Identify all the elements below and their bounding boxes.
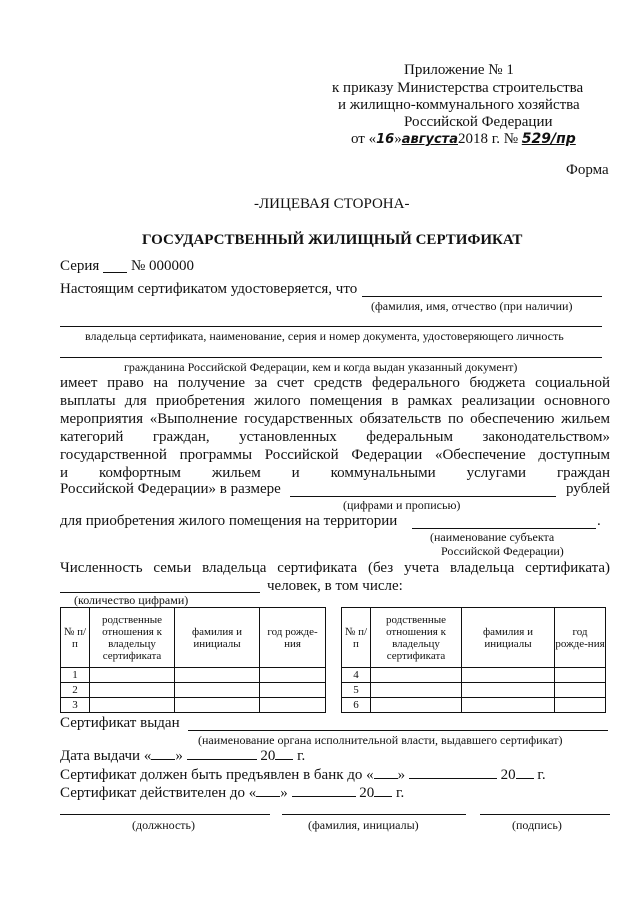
date-prefix: от « xyxy=(351,131,377,147)
certificate-title: ГОСУДАРСТВЕННЫЙ ЖИЛИЩНЫЙ СЕРТИФИКАТ xyxy=(142,232,523,248)
caption-fio: (фамилия, имя, отчество (при наличии) xyxy=(371,299,573,313)
family-line-1: Численность семьи владельца сертификата (без учета владельца сертификата) xyxy=(60,560,610,576)
name-cell[interactable] xyxy=(462,668,555,683)
signer-name-field[interactable] xyxy=(282,814,466,815)
year-cell[interactable] xyxy=(555,668,606,683)
territory-label: для приобретения жилого помещения на территории xyxy=(60,513,398,529)
valid-date-label: Сертификат действителен до « xyxy=(60,785,257,801)
header-relation: родственные отношения к владельцу сертификата xyxy=(90,608,175,668)
name-cell[interactable] xyxy=(462,698,555,713)
order-line-3: Российской Федерации xyxy=(404,114,553,130)
relation-cell[interactable] xyxy=(371,698,462,713)
issue-day-field[interactable] xyxy=(151,747,175,760)
issue-year-suffix: г. xyxy=(297,748,306,764)
caption-signer-name: (фамилия, инициалы) xyxy=(308,818,419,832)
caption-owner: владельца сертификата, наименование, серия и номер документа, удостоверяющего личность xyxy=(85,329,564,343)
sum-field[interactable] xyxy=(290,496,556,497)
bank-date-line xyxy=(60,766,546,784)
row-num: 1 xyxy=(61,668,90,683)
order-day: 16 xyxy=(376,132,395,147)
order-number: 529/пр xyxy=(521,131,576,147)
issue-year-field[interactable] xyxy=(275,747,293,760)
valid-year-suffix: г. xyxy=(396,785,405,801)
header-num: № п/п xyxy=(61,608,90,668)
order-year: 2018 г. № xyxy=(457,131,519,147)
year-cell[interactable] xyxy=(555,698,606,713)
bank-day-field[interactable] xyxy=(374,766,398,779)
valid-month-field[interactable] xyxy=(292,784,356,797)
caption-position: (должность) xyxy=(132,818,195,832)
table-row xyxy=(342,668,606,683)
citizen-field[interactable] xyxy=(60,357,602,358)
body-line-1: имеет право на получение за счет средств федерального бюджета социальной xyxy=(60,375,610,391)
header-num: № п/п xyxy=(342,608,371,668)
issued-label: Сертификат выдан xyxy=(60,715,180,731)
family-table-left xyxy=(60,607,326,713)
caption-issuer: (наименование органа исполнительной власти, выдавшего сертификат) xyxy=(198,733,563,747)
table-row xyxy=(342,683,606,698)
body-line-7: Российской Федерации» в размере xyxy=(60,481,281,497)
bank-year-suffix: г. xyxy=(537,767,546,783)
appendix-number: Приложение № 1 xyxy=(404,62,514,78)
body-line-6: и комфортным жильем и коммунальными услугами граждан xyxy=(60,465,610,481)
series-blank[interactable] xyxy=(103,272,127,273)
year-cell[interactable] xyxy=(260,668,326,683)
valid-year-label: 20 xyxy=(359,785,375,801)
bank-month-field[interactable] xyxy=(409,766,497,779)
territory-field[interactable] xyxy=(412,528,596,529)
fio-field[interactable] xyxy=(362,296,602,297)
relation-cell[interactable] xyxy=(90,668,175,683)
name-cell[interactable] xyxy=(462,683,555,698)
side-label: -ЛИЦЕВАЯ СТОРОНА- xyxy=(254,196,410,212)
relation-cell[interactable] xyxy=(371,683,462,698)
table-row xyxy=(342,698,606,713)
series-label: Серия xyxy=(60,258,100,274)
table-row xyxy=(61,698,326,713)
table-row xyxy=(61,668,326,683)
order-date-line xyxy=(351,131,576,148)
bank-year-field[interactable] xyxy=(516,766,534,779)
name-cell[interactable] xyxy=(175,683,260,698)
relation-cell[interactable] xyxy=(371,668,462,683)
row-num: 2 xyxy=(61,683,90,698)
issue-month-field[interactable] xyxy=(187,747,257,760)
valid-day-field[interactable] xyxy=(256,784,280,797)
year-cell[interactable] xyxy=(260,683,326,698)
owner-field[interactable] xyxy=(60,326,602,327)
bank-date-q: » xyxy=(397,767,406,783)
bank-year-label: 20 xyxy=(500,767,516,783)
position-field[interactable] xyxy=(60,814,270,815)
name-cell[interactable] xyxy=(175,698,260,713)
relation-cell[interactable] xyxy=(90,683,175,698)
row-num: 3 xyxy=(61,698,90,713)
body-line-2: выплаты для приобретения жилого помещения в рамках реализации основного xyxy=(60,393,610,409)
issuer-field[interactable] xyxy=(188,730,608,731)
series-number: № 000000 xyxy=(131,258,195,274)
issue-year-label: 20 xyxy=(260,748,276,764)
order-month: августа xyxy=(401,132,458,147)
body-line-3: мероприятия «Выполнение государственных обязательств по обеспечению жильем xyxy=(60,411,610,427)
body-line-4: категорий граждан, установленных федеральным законодательством» xyxy=(60,429,610,445)
row-num: 6 xyxy=(342,698,371,713)
table-row xyxy=(61,683,326,698)
header-year: год рожде-ния xyxy=(555,608,606,668)
caption-citizen: гражданина Российской Федерации, кем и когда выдан указанный документ) xyxy=(124,360,518,374)
valid-date-q: » xyxy=(280,785,288,801)
certify-text: Настоящим сертификатом удостоверяется, что xyxy=(60,281,358,297)
header-name: фамилия и инициалы xyxy=(175,608,260,668)
valid-date-line xyxy=(60,784,404,802)
issue-date-label: Дата выдачи « xyxy=(60,748,152,764)
year-cell[interactable] xyxy=(260,698,326,713)
issue-date-line xyxy=(60,747,305,765)
header-relation: родственные отношения к владельцу сертификата xyxy=(371,608,462,668)
issue-date-q: » xyxy=(175,748,183,764)
caption-subject-1: (наименование субъекта xyxy=(430,530,555,544)
family-table-right xyxy=(341,607,606,713)
row-num: 5 xyxy=(342,683,371,698)
name-cell[interactable] xyxy=(175,668,260,683)
family-line-2: человек, в том числе: xyxy=(267,578,403,594)
relation-cell[interactable] xyxy=(90,698,175,713)
rubles-label: рублей xyxy=(566,481,611,497)
table-header-row xyxy=(61,608,326,668)
body-line-5: государственной программы Российской Федерации «Обеспечение доступным xyxy=(60,447,610,463)
bank-date-label: Сертификат должен быть предъявлен в банк до « xyxy=(60,767,374,783)
caption-count: (количество цифрами) xyxy=(74,593,189,607)
year-cell[interactable] xyxy=(555,683,606,698)
caption-signature: (подпись) xyxy=(512,818,562,832)
header-year: год рожде-ния xyxy=(260,608,326,668)
row-num: 4 xyxy=(342,668,371,683)
header-name: фамилия и инициалы xyxy=(462,608,555,668)
caption-subject-2: Российской Федерации) xyxy=(441,544,564,558)
form-label: Форма xyxy=(566,162,609,178)
date-mid: » xyxy=(394,131,402,147)
valid-year-field[interactable] xyxy=(374,784,392,797)
order-line-1: к приказу Министерства строительства xyxy=(332,80,584,96)
signature-field[interactable] xyxy=(480,814,610,815)
order-line-2: и жилищно-коммунального хозяйства xyxy=(338,97,580,113)
territory-end: . xyxy=(597,513,601,529)
table-header-row xyxy=(342,608,606,668)
caption-sum: (цифрами и прописью) xyxy=(343,498,461,512)
